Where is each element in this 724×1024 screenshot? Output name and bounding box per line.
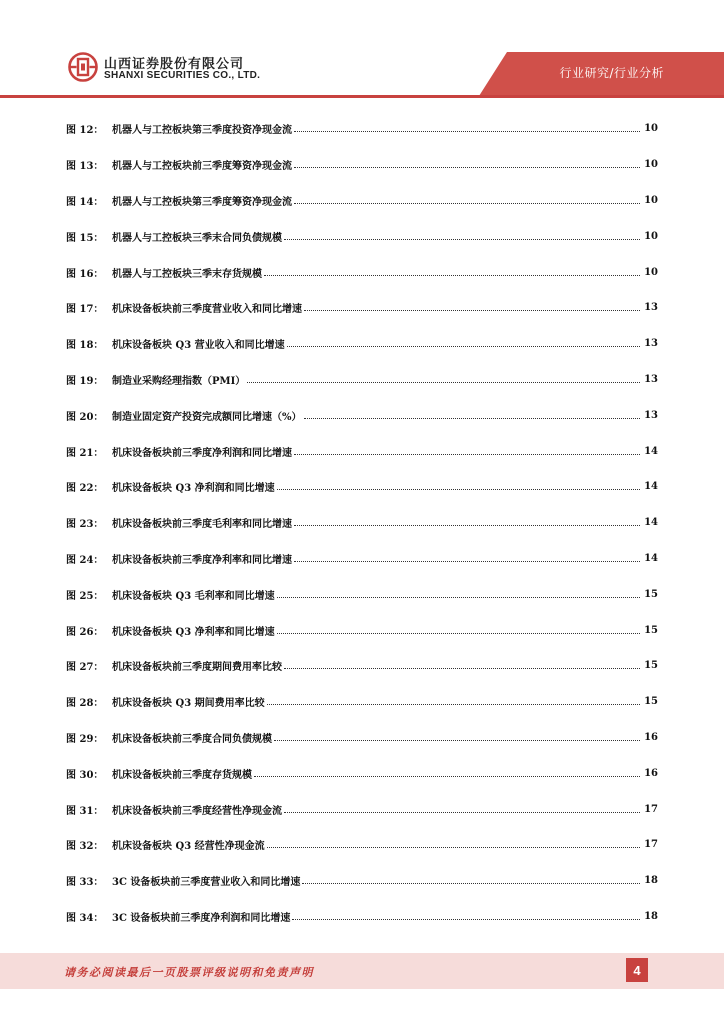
dot-leader — [274, 730, 640, 741]
dot-leader — [254, 766, 640, 777]
figure-title: 机床设备板块 Q3 经营性净现金流 — [112, 841, 265, 853]
figure-page-number: 17 — [644, 839, 658, 851]
figure-label: 图 33： — [66, 877, 104, 889]
toc-entry[interactable] — [66, 684, 658, 720]
figure-label: 图 32： — [66, 841, 104, 853]
figure-label: 图 30： — [66, 769, 104, 781]
figure-title: 机床设备板块 Q3 净利润和同比增速 — [112, 483, 275, 495]
figure-title: 机床设备板块前三季度毛利率和同比增速 — [112, 519, 292, 531]
dot-leader — [267, 694, 640, 705]
dot-leader — [267, 837, 640, 848]
figure-page-number: 13 — [644, 373, 658, 385]
figure-label: 图 14： — [66, 196, 104, 208]
dot-leader — [304, 300, 640, 311]
toc-entry[interactable] — [66, 326, 658, 362]
toc-entry[interactable] — [66, 755, 658, 791]
toc-entry[interactable] — [66, 433, 658, 469]
toc-entry[interactable] — [66, 827, 658, 863]
figure-page-number: 15 — [644, 660, 658, 672]
dot-leader — [294, 551, 640, 562]
shanxi-securities-logo-icon — [68, 52, 98, 82]
report-category: 行业研究/行业分析 — [559, 66, 664, 80]
dot-leader — [284, 802, 640, 813]
figure-page-number: 13 — [644, 409, 658, 421]
figure-title: 机床设备板块 Q3 毛利率和同比增速 — [112, 590, 275, 602]
header-divider — [0, 95, 724, 98]
figure-list — [66, 111, 658, 934]
toc-entry[interactable] — [66, 254, 658, 290]
figure-page-number: 10 — [644, 159, 658, 171]
figure-title: 机器人与工控板块第三季度投资净现金流 — [112, 125, 292, 137]
figure-page-number: 10 — [644, 230, 658, 242]
figure-title: 机器人与工控板块三季末存货规模 — [112, 268, 262, 280]
toc-entry[interactable] — [66, 111, 658, 147]
figure-title: 机床设备板块 Q3 期间费用率比较 — [112, 698, 265, 710]
toc-entry[interactable] — [66, 720, 658, 756]
toc-entry[interactable] — [66, 541, 658, 577]
figure-page-number: 18 — [644, 910, 658, 922]
toc-entry[interactable] — [66, 863, 658, 899]
dot-leader — [294, 157, 640, 168]
figure-title: 机床设备板块 Q3 营业收入和同比增速 — [112, 340, 285, 352]
figure-title: 机器人与工控板块前三季度筹资净现金流 — [112, 161, 292, 173]
toc-entry[interactable] — [66, 147, 658, 183]
figure-label: 图 23： — [66, 519, 104, 531]
figure-title: 机床设备板块前三季度净利润和同比增速 — [112, 447, 292, 459]
dot-leader — [277, 587, 640, 598]
figure-page-number: 17 — [644, 803, 658, 815]
dot-leader — [292, 909, 640, 920]
toc-entry[interactable] — [66, 290, 658, 326]
figure-page-number: 10 — [644, 194, 658, 206]
figure-page-number: 15 — [644, 624, 658, 636]
figure-page-number: 13 — [644, 338, 658, 350]
dot-leader — [247, 372, 640, 383]
dot-leader — [284, 229, 640, 240]
figure-label: 图 21： — [66, 447, 104, 459]
figure-label: 图 34： — [66, 912, 104, 924]
figure-page-number: 14 — [644, 552, 658, 564]
disclaimer-text: 请务必阅读最后一页股票评级说明和免责声明 — [64, 966, 314, 979]
figure-title: 机床设备板块 Q3 净利率和同比增速 — [112, 626, 275, 638]
figure-label: 图 18： — [66, 340, 104, 352]
figure-label: 图 27： — [66, 662, 104, 674]
dot-leader — [294, 193, 640, 204]
company-name-en: SHANXI SECURITIES CO., LTD. — [104, 70, 261, 81]
figure-title: 3C 设备板块前三季度营业收入和同比增速 — [112, 877, 301, 889]
figure-page-number: 14 — [644, 445, 658, 457]
toc-entry[interactable] — [66, 612, 658, 648]
dot-leader — [284, 658, 640, 669]
figure-page-number: 14 — [644, 517, 658, 529]
figure-title: 机器人与工控板块第三季度筹资净现金流 — [112, 196, 292, 208]
figure-label: 图 29： — [66, 733, 104, 745]
figure-label: 图 13： — [66, 161, 104, 173]
toc-entry[interactable] — [66, 576, 658, 612]
toc-entry[interactable] — [66, 469, 658, 505]
figure-title: 3C 设备板块前三季度净利润和同比增速 — [112, 912, 291, 924]
figure-title: 制造业固定资产投资完成额同比增速（%） — [112, 411, 302, 423]
figure-title: 机床设备板块前三季度净利率和同比增速 — [112, 554, 292, 566]
figure-label: 图 25： — [66, 590, 104, 602]
figure-label: 图 15： — [66, 232, 104, 244]
figure-title: 机床设备板块前三季度存货规模 — [112, 769, 252, 781]
figure-label: 图 17： — [66, 304, 104, 316]
figure-label: 图 31： — [66, 805, 104, 817]
figure-title: 机床设备板块前三季度合同负债规模 — [112, 733, 272, 745]
figure-label: 图 28： — [66, 698, 104, 710]
dot-leader — [294, 515, 640, 526]
figure-page-number: 13 — [644, 302, 658, 314]
figure-label: 图 19： — [66, 375, 104, 387]
figure-title: 机床设备板块前三季度营业收入和同比增速 — [112, 304, 302, 316]
figure-label: 图 16： — [66, 268, 104, 280]
page-header — [0, 0, 724, 100]
figure-page-number: 10 — [644, 266, 658, 278]
figure-label: 图 24： — [66, 554, 104, 566]
dot-leader — [302, 873, 640, 884]
figure-title: 机床设备板块前三季度经营性净现金流 — [112, 805, 282, 817]
toc-entry[interactable] — [66, 791, 658, 827]
toc-entry[interactable] — [66, 648, 658, 684]
figure-label: 图 20： — [66, 411, 104, 423]
figure-title: 机器人与工控板块三季末合同负债规模 — [112, 232, 282, 244]
figure-page-number: 18 — [644, 875, 658, 887]
company-name-cn: 山西证券股份有限公司 — [104, 57, 245, 72]
toc-entry[interactable] — [66, 505, 658, 541]
dot-leader — [294, 444, 640, 455]
figure-label: 图 22： — [66, 483, 104, 495]
dot-leader — [277, 479, 640, 490]
figure-page-number: 16 — [644, 731, 658, 743]
toc-entry[interactable] — [66, 397, 658, 433]
dot-leader — [287, 336, 640, 347]
figure-page-number: 15 — [644, 588, 658, 600]
figure-page-number: 10 — [644, 123, 658, 135]
dot-leader — [277, 623, 640, 634]
toc-entry[interactable] — [66, 183, 658, 219]
toc-entry[interactable] — [66, 899, 658, 935]
figure-label: 图 26： — [66, 626, 104, 638]
page-number: 4 — [626, 958, 648, 982]
figure-label: 图 12： — [66, 125, 104, 137]
figure-page-number: 16 — [644, 767, 658, 779]
toc-entry[interactable] — [66, 362, 658, 398]
figure-title: 机床设备板块前三季度期间费用率比较 — [112, 662, 282, 674]
figure-title: 制造业采购经理指数（PMI） — [112, 375, 246, 387]
dot-leader — [294, 121, 640, 132]
figure-page-number: 15 — [644, 696, 658, 708]
dot-leader — [304, 408, 640, 419]
toc-entry[interactable] — [66, 218, 658, 254]
figure-page-number: 14 — [644, 481, 658, 493]
dot-leader — [264, 265, 640, 276]
